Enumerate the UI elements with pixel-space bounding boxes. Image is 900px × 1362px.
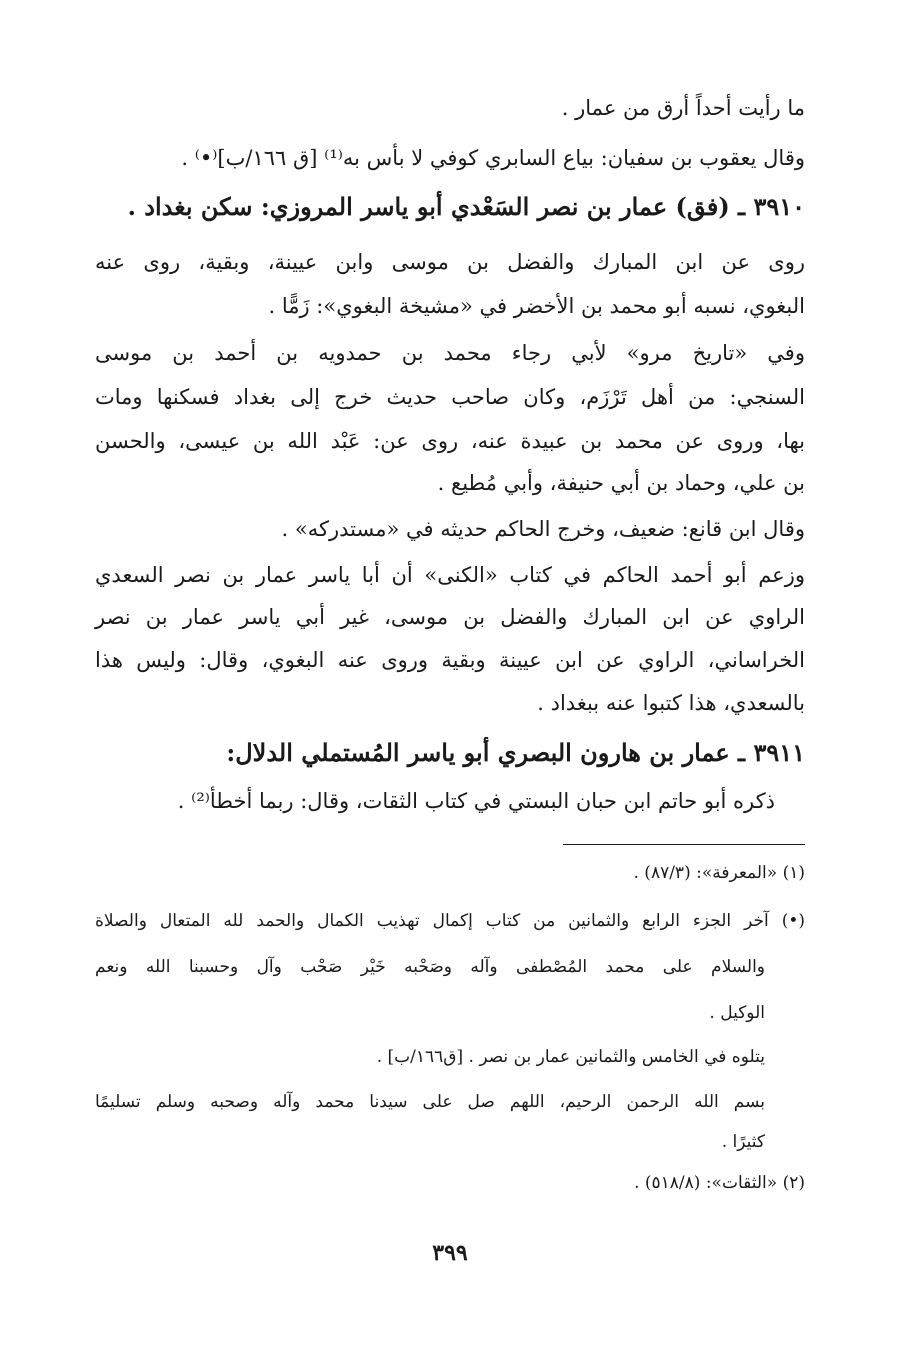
footnote-colophon-cont: الوكيل . [709,1003,765,1023]
footnote-separator [563,844,805,845]
text-line: الراوي عن ابن المبارك والفضل بن موسى، غير أبي ياسر عمار بن نصر [95,605,805,629]
text-line: وزعم أبو أحمد الحاكم في كتاب «الكنى» أن أبا ياسر عمار بن نصر السعدي [95,563,805,587]
entry-heading-3910: ٣٩١٠ ـ (فق) عمار بن نصر السَعْدي أبو ياسر المروزي: سكن بغداد . [127,192,805,221]
text-line: السنجي: من أهل تَرْزَم، وكان صاحب حديث خرج إلى بغداد فسكنها ومات [95,385,805,409]
text-line: بالسعدي، هذا كتبوا عنه ببغداد . [537,691,805,715]
text-line: بن علي، وحماد بن أبي حنيفة، وأبي مُطيع . [437,471,805,495]
footnote-1: (١) «المعرفة»: (٨٧/٣) . [633,863,805,883]
footnote-colophon-cont: والسلام على محمد المُصْطفى وآله وصَحْبه خَيْر صَحْب وآل وحسبنا الله ونعم [95,957,765,977]
text-line: وقال ابن قانع: ضعيف، وخرج الحاكم حديثه في «مستدركه» . [281,517,805,541]
text-line: البغوي، نسبه أبو محمد بن الأخضر في «مشيخة البغوي»: زَمًّا . [268,294,805,318]
footnote-colophon-cont: يتلوه في الخامس والثمانين عمار بن نصر . [ق١٦٦/ب] . [376,1047,765,1067]
text-line: الخراساني، الراوي عن ابن عيينة وبقية وروى عنه البغوي، وقال: وليس هذا [95,648,805,672]
text-line: وقال يعقوب بن سفيان: بياع السابري كوفي لا بأس به⁽¹⁾ [ق ١٦٦/ب]⁽•⁾ . [181,146,805,170]
footnote-colophon: (•) آخر الجزء الرابع والثمانين من كتاب إكمال تهذيب الكمال والحمد لله المتعال والصلاة [95,911,805,931]
text-line: ما رأيت أحداً أرق من عمار . [561,96,805,120]
page-number: ٣٩٩ [432,1240,468,1266]
text-line: وفي «تاريخ مرو» لأبي رجاء محمد بن حمدويه بن أحمد بن موسى [95,341,805,365]
footnote-2: (٢) «الثقات»: (٥١٨/٨) . [634,1173,805,1193]
text-line: بها، وروى عن محمد بن عبيدة عنه، روى عن: عَبْد الله بن عيسى، والحسن [95,429,805,453]
footnote-colophon-cont: بسم الله الرحمن الرحيم، اللهم صل على سيدنا محمد وآله وصحبه وسلم تسليمًا [95,1092,765,1112]
text-line: روى عن ابن المبارك والفضل بن موسى وابن عيينة، وبقية، روى عنه [95,250,805,274]
text-line: ذكره أبو حاتم ابن حبان البستي في كتاب الثقات، وقال: ربما أخطأ⁽²⁾ . [177,789,775,813]
entry-heading-3911: ٣٩١١ ـ عمار بن هارون البصري أبو ياسر المُستملي الدلال: [226,738,805,767]
footnote-colophon-cont: كثيرًا . [721,1132,765,1152]
